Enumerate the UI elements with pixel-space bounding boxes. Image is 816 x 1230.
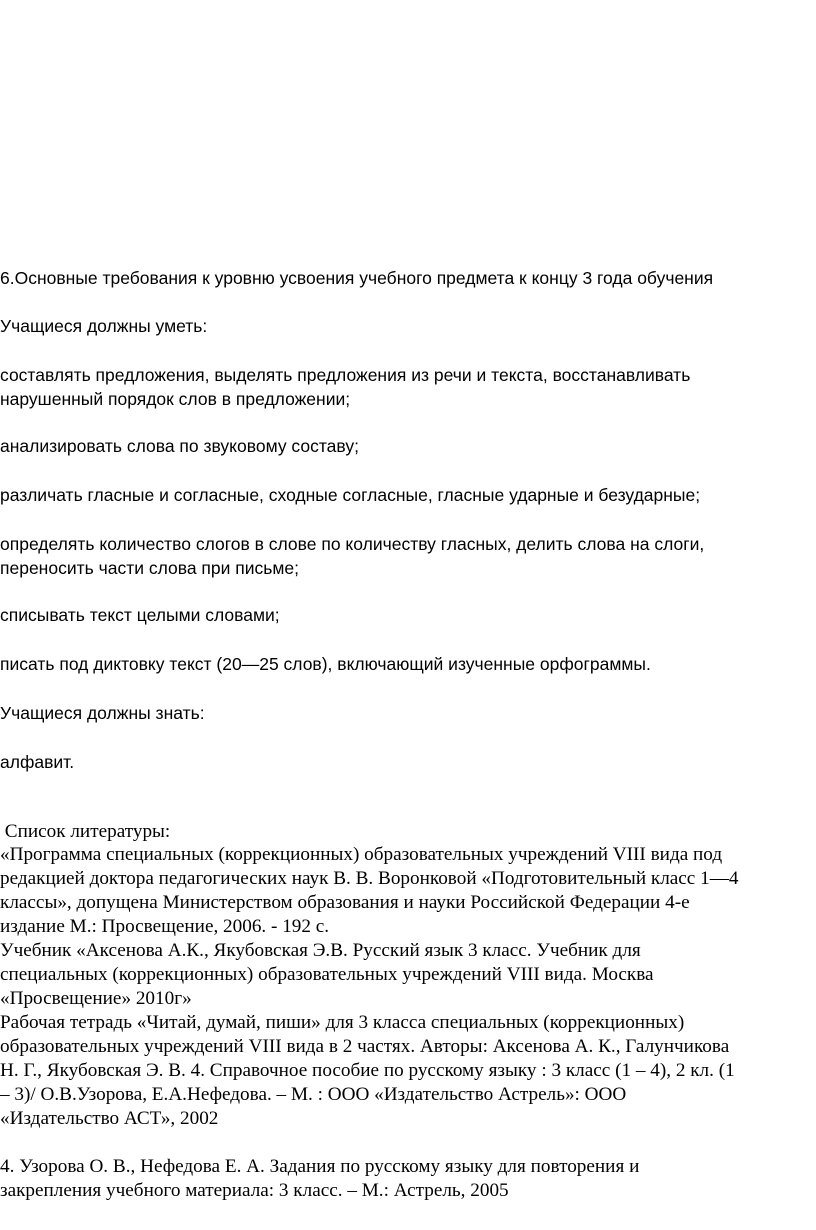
skill-item-1-line-2: нарушенный порядок слов в предложении; — [0, 389, 351, 409]
must-do-label: Учащиеся должны уметь: — [0, 316, 208, 336]
skill-item-3: различать гласные и согласные, сходные согласные, гласные ударные и безударные; — [0, 485, 701, 505]
literature-line: Рабочая тетрадь «Читай, думай, пиши» для 3 класса специальных (коррекционных) — [0, 1012, 685, 1033]
skill-item-5: списывать текст целыми словами; — [0, 605, 280, 625]
literature-line: редакцией доктора педагогических наук В. В. Воронковой «Подготовительный класс 1—4 — [0, 868, 739, 889]
skill-item-4-line-1: определять количество слогов в слове по количеству гласных, делить слова на слоги, — [0, 534, 705, 554]
skill-item-6: писать под диктовку текст (20—25 слов), включающий изученные орфограммы. — [0, 654, 651, 674]
literature-line: классы», допущена Министерством образования и науки Российской Федерации 4-е — [0, 892, 690, 913]
literature-item-4 — [0, 1155, 639, 1203]
must-know-label: Учащиеся должны знать: — [0, 703, 205, 723]
literature-line: Учебник «Аксенова А.К., Якубовская Э.В. Русский язык 3 класс. Учебник для — [0, 940, 641, 961]
skill-item-4-line-2: переносить части слова при письме; — [0, 558, 300, 578]
knowledge-item: алфавит. — [0, 752, 75, 772]
literature-line: образовательных учреждений VIII вида в 2 частях. Авторы: Аксенова А. К., Галунчикова — [0, 1036, 730, 1057]
literature-list — [0, 843, 739, 1131]
skill-item-4 — [0, 532, 704, 580]
section-heading: 6.Основные требования к уровню усвоения учебного предмета к концу 3 года обучения — [0, 268, 714, 288]
literature-line: Н. Г., Якубовская Э. В. 4. Справочное пособие по русскому языку : 3 класс (1 – 4), 2 кл. (1 — [0, 1060, 735, 1081]
literature-line: «Издательство АСТ», 2002 — [0, 1108, 219, 1129]
literature-line: «Программа специальных (коррекционных) образовательных учреждений VIII вида под — [0, 844, 723, 865]
literature-line: «Просвещение» 2010г» — [0, 988, 192, 1009]
literature-line: – 3)/ О.В.Узорова, Е.А.Нефедова. – М. : ООО «Издательство Астрель»: ООО — [0, 1084, 627, 1105]
literature-item-4-line-1: 4. Узорова О. В., Нефедова Е. А. Задания по русскому языку для повторения и — [0, 1156, 640, 1177]
literature-line: специальных (коррекционных) образовательных учреждений VIII вида. Москва — [0, 964, 654, 985]
literature-item-4-line-2: закрепления учебного материала: 3 класс. – М.: Астрель, 2005 — [0, 1180, 509, 1201]
skill-item-2: анализировать слова по звуковому составу; — [0, 436, 359, 456]
skill-item-1-line-1: составлять предложения, выделять предложения из речи и текста, восстанавливать — [0, 365, 691, 385]
literature-line: издание М.: Просвещение, 2006. - 192 с. — [0, 916, 330, 937]
literature-title: Список литературы: — [0, 821, 171, 842]
skill-item-1 — [0, 363, 690, 411]
